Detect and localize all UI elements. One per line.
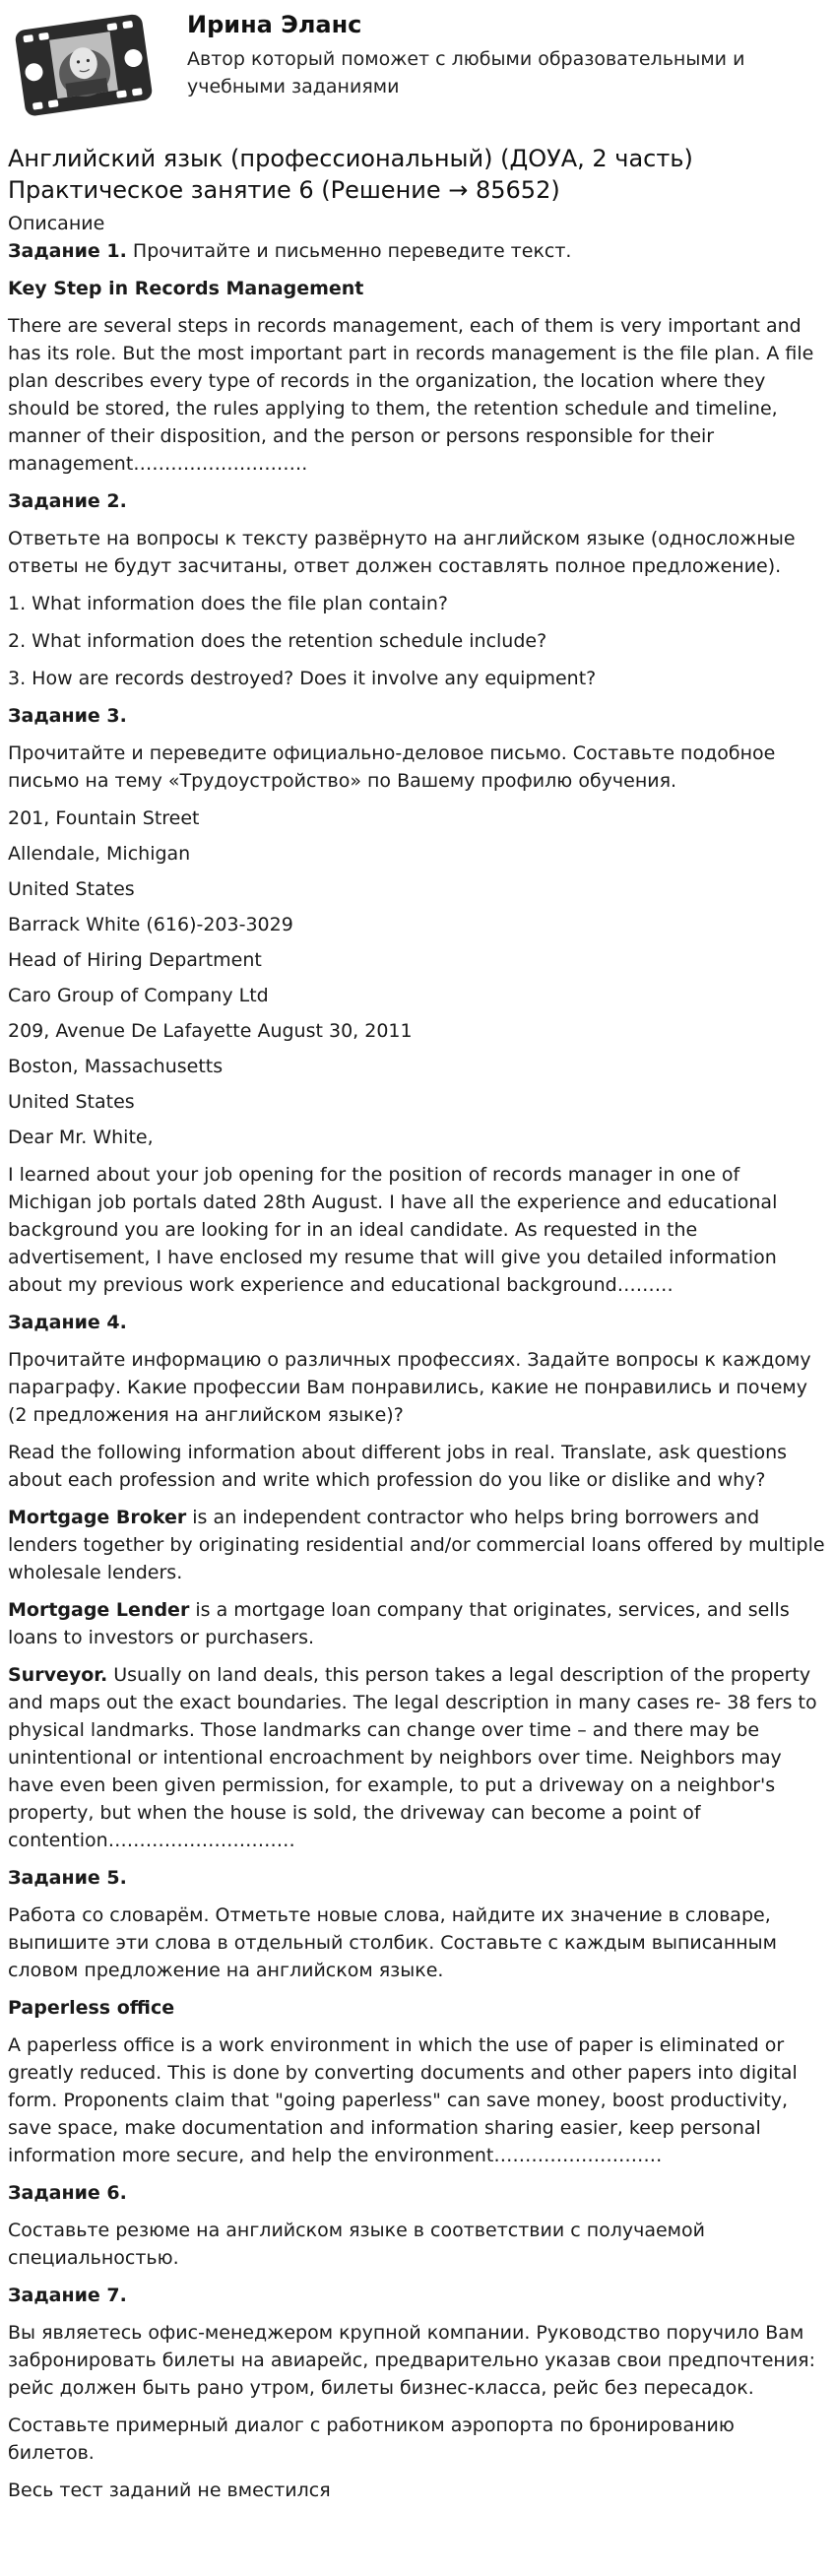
footer-note: Весь тест заданий не вместился bbox=[8, 2479, 331, 2501]
task1-heading-text: Key Step in Records Management bbox=[8, 278, 364, 299]
task4-label-text: Задание 4. bbox=[8, 1312, 127, 1333]
task7-text-2: Составьте примерный диалог с работником аэропорта по бронированию билетов. bbox=[8, 2415, 735, 2464]
task7-text-1: Вы являетесь офис-менеджером крупной компании. Руководство поручило Вам забронировать билеты на авиарейс, предварительно указав свои предпочтения: рейс должен быть рано утром, билеты бизнес-класса, рейс без пересадок. bbox=[8, 2322, 816, 2399]
author-block bbox=[8, 0, 826, 133]
profession-text: Usually on land deals, this person takes a legal description of the property and maps out the exact boundaries. The legal description in many cases re- 38 fers to physical landmarks. Those landmarks can change over time – and there may be unintentional or intentional encroachment by neighbors over time. Neighbors may have even been given permission, for example, to put a driveway on a neighbor's property, but when the house is sold, the driveway can become a point of contention………………………… bbox=[8, 1664, 817, 1851]
task1-instruction bbox=[8, 237, 826, 265]
task2-label bbox=[8, 487, 826, 515]
title-line-2: Практическое занятие 6 (Решение → 85652) bbox=[8, 176, 560, 204]
task3-label-text: Задание 3. bbox=[8, 705, 127, 727]
letter-line: Boston, Massachusetts bbox=[8, 1056, 224, 1077]
letter-line: Allendale, Michigan bbox=[8, 843, 191, 865]
profession-text: is a mortgage loan company that originates, services, and sells loans to investors or purchasers. bbox=[8, 1599, 790, 1648]
description-label: Описание bbox=[8, 213, 105, 234]
title-line-1: Английский язык (профессиональный) (ДОУА, 2 часть) bbox=[8, 145, 693, 172]
task5-label bbox=[8, 1864, 826, 1892]
letter-line: Caro Group of Company Ltd bbox=[8, 985, 269, 1006]
task2-intro: Ответьте на вопросы к тексту развёрнуто на английском языке (односложные ответы не будут засчитаны, ответ должен составлять полное предложение). bbox=[8, 528, 796, 577]
page-title bbox=[8, 143, 826, 206]
profession-mortgage-broker bbox=[8, 1504, 826, 1586]
profession-text: is an independent contractor who helps bring borrowers and lenders together by originating residential and/or commercial loans offered by multiple wholesale lenders. bbox=[8, 1507, 825, 1583]
task2-question-3: 3. How are records destroyed? Does it involve any equipment? bbox=[8, 668, 597, 689]
task3-label bbox=[8, 702, 826, 730]
author-name[interactable]: Ирина Эланс bbox=[187, 11, 362, 38]
task4-label bbox=[8, 1309, 826, 1336]
task5-body: A paperless office is a work environment in which the use of paper is eliminated or greatly reduced. This is done by converting documents and other papers into digital form. Proponents claim that "going paperless" can save money, boost productivity, save space, make documentation and information sharing easier, keep personal information more secure, and help the environment……………………… bbox=[8, 2034, 798, 2166]
letter-line: United States bbox=[8, 878, 135, 900]
profession-surveyor bbox=[8, 1661, 826, 1854]
task1-text: Прочитайте и письменно переведите текст. bbox=[126, 240, 572, 262]
letter-line: 201, Fountain Street bbox=[8, 807, 200, 829]
task5-heading bbox=[8, 1994, 826, 2022]
author-description: Автор который поможет с любыми образовательными и учебными заданиями bbox=[187, 48, 745, 97]
task4-intro-ru: Прочитайте информацию о различных профессиях. Задайте вопросы к каждому параграфу. Какие профессии Вам понравились, какие не понравились и почему (2 предложения на английском языке)? bbox=[8, 1349, 811, 1426]
profession-name: Surveyor. bbox=[8, 1664, 108, 1686]
task2-question-1: 1. What information does the file plan contain? bbox=[8, 593, 449, 614]
task1-heading bbox=[8, 275, 826, 302]
letter-greeting: Dear Mr. White, bbox=[8, 1127, 154, 1148]
task1-label: Задание 1. bbox=[8, 240, 127, 262]
letter-line: Head of Hiring Department bbox=[8, 949, 262, 971]
letter-line: Barrack White (616)-203-3029 bbox=[8, 914, 293, 935]
task6-label-text: Задание 6. bbox=[8, 2182, 127, 2204]
author-avatar[interactable] bbox=[14, 8, 157, 122]
profession-name: Mortgage Broker bbox=[8, 1507, 187, 1528]
task6-label bbox=[8, 2179, 826, 2207]
task7-label-text: Задание 7. bbox=[8, 2285, 127, 2306]
profession-mortgage-lender bbox=[8, 1596, 826, 1651]
task5-intro: Работа со словарём. Отметьте новые слова, найдите их значение в словаре, выпишите эти слова в отдельный столбик. Составьте с каждым выписанным словом предложение на английском языке. bbox=[8, 1904, 778, 1981]
task7-label bbox=[8, 2282, 826, 2309]
task2-question-2: 2. What information does the retention schedule include? bbox=[8, 630, 547, 652]
task5-label-text: Задание 5. bbox=[8, 1867, 127, 1889]
letter-body: I learned about your job opening for the position of records manager in one of Michigan job portals dated 28th August. I have all the experience and educational background you are looking for in an ideal candidate. As requested in the advertisement, I have enclosed my resume that will give you detailed information about my previous work experience and educational background……… bbox=[8, 1164, 778, 1296]
task6-text: Составьте резюме на английском языке в соответствии с получаемой специальностью. bbox=[8, 2220, 705, 2269]
task3-intro: Прочитайте и переведите официально-деловое письмо. Составьте подобное письмо на тему «Трудоустройство» по Вашему профилю обучения. bbox=[8, 742, 776, 792]
task2-label-text: Задание 2. bbox=[8, 490, 127, 512]
task4-intro-en: Read the following information about different jobs in real. Translate, ask questions about each profession and write which profession do you like or dislike and why? bbox=[8, 1442, 788, 1491]
profession-name: Mortgage Lender bbox=[8, 1599, 190, 1621]
letter-line: 209, Avenue De Lafayette August 30, 2011 bbox=[8, 1020, 413, 1042]
task5-heading-text: Paperless office bbox=[8, 1997, 175, 2019]
letter-line: United States bbox=[8, 1091, 135, 1113]
task1-body: There are several steps in records management, each of them is very important and has its role. But the most important part in records management is the file plan. A file plan describes every type of records in the organization, the location where they should be stored, the rules applying to them, the retention schedule and timeline, manner of their disposition, and the person or persons responsible for their management………………………. bbox=[8, 315, 814, 475]
